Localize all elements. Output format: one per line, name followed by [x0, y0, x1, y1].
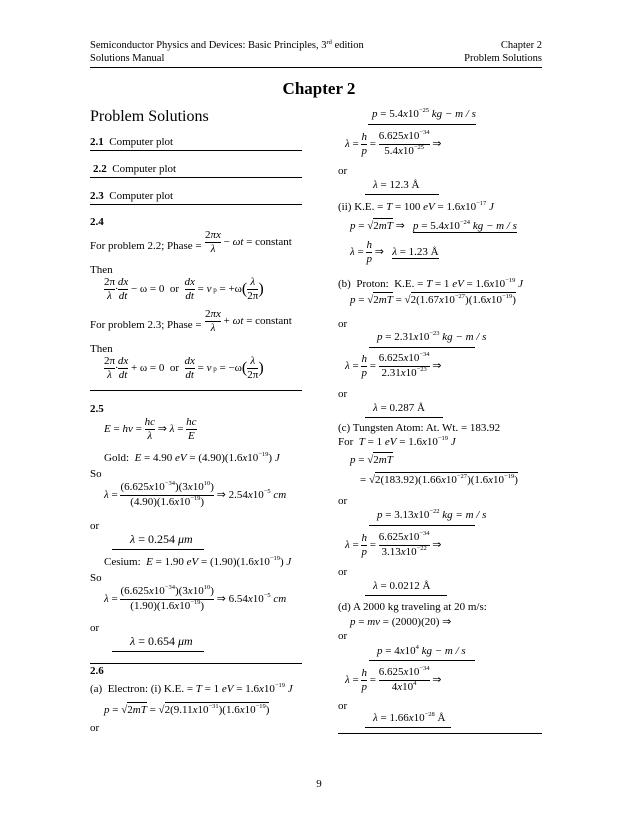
- or-label: or: [90, 520, 100, 532]
- car-momentum-equation: p = mv = (2000)(20) ⇒: [350, 616, 452, 628]
- tungsten-energy: For T = 1 eV = $1.6x10^{-19}$ J: [338, 435, 456, 448]
- section-2-5: 2.5: [90, 403, 104, 415]
- section-2-3: 2.3 Computer plot: [90, 190, 174, 202]
- or-label: or: [90, 722, 100, 734]
- wavelength-equation-1: λ = $\frac{h}{p}$ = $\frac{6.625x10^{-34}}{5.4x10^{-25}}$ ⇒: [345, 129, 442, 157]
- gold-energy: Gold: E = 4.90 eV = $(4.90)(1.6x10^{-19})$ J: [104, 451, 280, 464]
- momentum-result-5: $p = 4x10^4$ kg − m / s: [377, 644, 466, 657]
- lambda-result-3: λ = 0.287 Å: [373, 402, 425, 414]
- or-label: or: [338, 495, 348, 507]
- gold-lambda-result: λ = 0.254 μm: [130, 532, 193, 546]
- cesium-lambda-result: λ = 0.654 μm: [130, 634, 193, 648]
- underline: [365, 194, 439, 195]
- rule: [90, 390, 302, 391]
- then-label: Then: [90, 343, 113, 355]
- or-label: or: [338, 165, 348, 177]
- phase-equation-plus: $\frac{2\pi x}{\lambda}$ + ωt = constant: [205, 308, 292, 334]
- rule: [90, 663, 302, 664]
- underline: [369, 525, 475, 526]
- phase-derivative-minus: $\frac{2\pi}{\lambda}$ · $\frac{dx}{dt}$ − ω = 0 or $\frac{dx}{dt}$ = v p = +ω( $\frac{\lambda}{2\pi}$ ): [104, 276, 264, 302]
- section-2-1: 2.1 Computer plot: [90, 136, 174, 148]
- underline: [365, 595, 447, 596]
- rule: [338, 733, 542, 734]
- car-problem: (d) A 2000 kg traveling at 20 m/s:: [338, 601, 487, 613]
- or-label: or: [338, 388, 348, 400]
- section-2-2: 2.2 Computer plot: [93, 163, 177, 175]
- underline: [369, 660, 475, 661]
- wavelength-equation-3: λ = $\frac{h}{p}$ = $\frac{6.625x10^{-34}}{2.31x10^{-23}}$ ⇒: [345, 351, 442, 379]
- page-number: 9: [316, 778, 322, 790]
- underline: [368, 124, 476, 125]
- section-2-6: 2.6: [90, 665, 104, 677]
- then-label: Then: [90, 264, 113, 276]
- or-label: or: [90, 622, 100, 634]
- wavelength-equation-4: λ = $\frac{h}{p}$ = $\frac{6.625x10^{-34}}{3.13x10^{-22}}$ ⇒: [345, 530, 442, 558]
- phase-equation-minus: $\frac{2\pi x}{\lambda}$ − ωt = constant: [205, 229, 292, 255]
- momentum-equation-2: p = √2mT ⇒ $p = 5.4x10^{-24}$ kg − m / s: [350, 219, 517, 232]
- tungsten-atom: (c) Tungsten Atom: At. Wt. = 183.92: [338, 422, 501, 434]
- header-rule: [90, 67, 542, 68]
- or-label: or: [338, 566, 348, 578]
- or-label: or: [338, 630, 348, 642]
- cesium-wavelength-equation: λ = $\frac{(6.625x10^{-34})(3x10^{10})}{(1.90)(1.6x10^{-19})}$ ⇒ $6.54x10^{-5}$ cm: [104, 584, 287, 612]
- phase-derivative-plus: $\frac{2\pi}{\lambda}$ · $\frac{dx}{dt}$ + ω = 0 or $\frac{dx}{dt}$ = v p = −ω( $\frac{\lambda}{2\pi}$ ): [104, 355, 264, 381]
- wavelength-equation-2: λ = $\frac{h}{p}$ ⇒ λ = 1.23 Å: [350, 239, 439, 265]
- rule: [90, 150, 302, 151]
- gold-wavelength-equation: λ = $\frac{(6.625x10^{-34})(3x10^{10})}{(4.90)(1.6x10^{-19})}$ ⇒ $2.54x10^{-5}$ cm: [104, 480, 287, 508]
- momentum-result-4: $p = 3.13x10^{-22}$ kg = m / s: [377, 508, 487, 521]
- underline: [112, 549, 204, 550]
- or-label: or: [338, 700, 348, 712]
- section-heading: Problem Solutions: [90, 108, 209, 125]
- chapter-title: Chapter 2: [282, 79, 356, 98]
- electron-energy: (a) Electron: (i) K.E. = T = 1 eV = $1.6x10^{-19}$ J: [90, 682, 293, 695]
- proton-momentum-equation: $p = √2mT = √2(1.67x10^{-27})(1.6x10^{-19})$: [350, 293, 516, 306]
- photon-energy-equation: E = hν = $\frac{hc}{\lambda}$ ⇒ λ = $\frac{hc}{E}$: [104, 416, 197, 442]
- momentum-result-1: $p = 5.4x10^{-25}$ kg − m / s: [372, 107, 476, 120]
- so-label: So: [90, 572, 102, 584]
- header-title: Semiconductor Physics and Devices: Basic Principles, 3rd edition: [90, 39, 364, 51]
- tungsten-momentum-sqrt: p = √2mT: [350, 454, 393, 466]
- header-subtitle: Solutions Manual: [90, 53, 165, 64]
- proton-energy: (b) Proton: K.E. = T = 1 eV = $1.6x10^{-19}$ J: [338, 277, 523, 290]
- lambda-result-5: $\lambda = 1.66x10^{-28}$ Å: [373, 711, 446, 724]
- underline: [365, 417, 443, 418]
- or-label: or: [338, 318, 348, 330]
- lambda-result-1: λ = 12.3 Å: [373, 179, 420, 191]
- momentum-result-3: $p = 2.31x10^{-23}$ kg − m / s: [377, 330, 487, 343]
- tungsten-momentum-equation: = $√2(183.92)(1.66x10^{-27})(1.6x10^{-19})$: [360, 473, 518, 486]
- section-2-4: 2.4: [90, 216, 104, 228]
- so-label: So: [90, 468, 102, 480]
- phase-label-2-3: For problem 2.3; Phase =: [90, 319, 202, 331]
- lambda-result-4: λ = 0.0212 Å: [373, 580, 431, 592]
- rule: [90, 177, 302, 178]
- wavelength-equation-5: λ = $\frac{h}{p}$ = $\frac{6.625x10^{-34}}{4x10^4}$ ⇒: [345, 665, 442, 693]
- energy-100ev: (ii) K.E. = T = 100 eV = $1.6x10^{-17}$ J: [338, 200, 494, 213]
- underline: [112, 651, 204, 652]
- underline: [365, 727, 451, 728]
- header-chapter: Chapter 2: [500, 40, 542, 51]
- cesium-energy: Cesium: E = 1.90 eV = $(1.90)(1.6x10^{-19})$ J: [104, 555, 292, 568]
- header-section: Problem Solutions: [464, 53, 542, 64]
- electron-momentum-equation: $p = √2mT = √2(9.11x10^{-31})(1.6x10^{-19})$: [104, 703, 270, 716]
- rule: [90, 204, 302, 205]
- phase-label-2-2: For problem 2.2; Phase =: [90, 240, 202, 252]
- underline: [369, 347, 475, 348]
